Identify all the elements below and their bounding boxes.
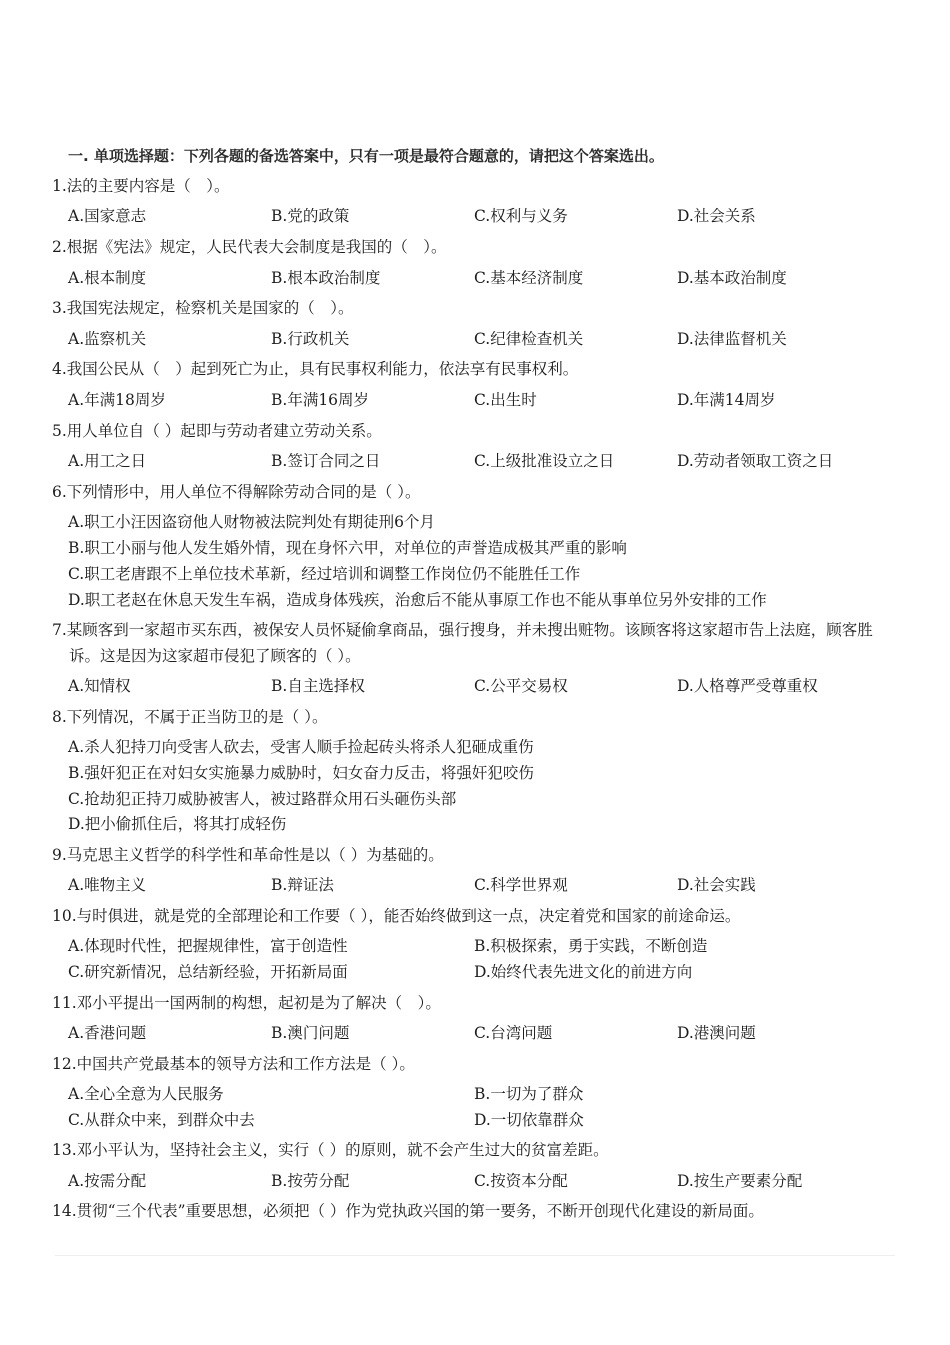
option-d: D.基本政治制度 — [677, 269, 787, 287]
question-2-options — [68, 265, 898, 291]
option-c: C.纪律检查机关 — [474, 330, 584, 348]
question-6-option-b: B.职工小丽与他人发生婚外情，现在身怀六甲，对单位的声誉造成极其严重的影响 — [68, 539, 627, 557]
option-c: C.台湾问题 — [474, 1024, 553, 1042]
option-d: D.按生产要素分配 — [677, 1172, 803, 1190]
option-b: B.年满16周岁 — [271, 391, 370, 409]
option-d: D.始终代表先进文化的前进方向 — [474, 963, 693, 981]
option-d: D.人格尊严受尊重权 — [677, 677, 818, 695]
question-12-stem: 12.中国共产党最基本的领导方法和工作方法是（ ）。 — [52, 1055, 415, 1073]
question-13-options — [68, 1168, 898, 1194]
question-11-options — [68, 1020, 898, 1046]
option-d: D.社会实践 — [677, 876, 756, 894]
option-c: C.出生时 — [474, 391, 537, 409]
option-b: B.根本政治制度 — [271, 269, 381, 287]
section-heading: 一. 单项选择题：下列各题的备选答案中，只有一项是最符合题意的，请把这个答案选出。 — [68, 147, 664, 165]
question-9-stem: 9.马克思主义哲学的科学性和革命性是以（ ）为基础的。 — [52, 846, 444, 864]
option-c: C.上级批准设立之日 — [474, 452, 615, 470]
question-4-stem: 4.我国公民从（ ）起到死亡为止，具有民事权利能力，依法享有民事权利。 — [52, 360, 579, 378]
question-6-option-c: C.职工老唐跟不上单位技术革新，经过培训和调整工作岗位仍不能胜任工作 — [68, 565, 581, 583]
option-a: A.年满18周岁 — [68, 391, 166, 409]
option-a: A.按需分配 — [68, 1172, 147, 1190]
question-12-options-row2 — [68, 1107, 898, 1133]
question-2-stem: 2.根据《宪法》规定，人民代表大会制度是我国的（ ）。 — [52, 238, 447, 256]
option-c: C.公平交易权 — [474, 677, 568, 695]
question-5-stem: 5.用人单位自（ ）起即与劳动者建立劳动关系。 — [52, 422, 382, 440]
question-3-stem: 3.我国宪法规定，检察机关是国家的（ ）。 — [52, 299, 354, 317]
page-divider — [55, 1255, 895, 1256]
option-c: C.研究新情况，总结新经验，开拓新局面 — [68, 963, 348, 981]
option-a: A.根本制度 — [68, 269, 147, 287]
option-c: C.权利与义务 — [474, 207, 568, 225]
option-d: D.法律监督机关 — [677, 330, 787, 348]
option-c: C.从群众中来，到群众中去 — [68, 1111, 255, 1129]
option-c: C.按资本分配 — [474, 1172, 568, 1190]
question-10-options-row2 — [68, 959, 898, 985]
question-5-options — [68, 448, 898, 474]
option-b: B.积极探索，勇于实践，不断创造 — [474, 937, 708, 955]
question-4-options — [68, 387, 898, 413]
question-8-stem: 8.下列情况，不属于正当防卫的是（ ）。 — [52, 708, 328, 726]
option-d: D.一切依靠群众 — [474, 1111, 584, 1129]
question-7-stem: 7.某顾客到一家超市买东西，被保安人员怀疑偷拿商品，强行搜身，并未搜出赃物。该顾客将这家超市告上法庭，顾客胜诉。这是因为这家超市侵犯了顾客的（ ）。 — [52, 621, 873, 665]
question-1-options — [68, 203, 898, 229]
option-c: C.科学世界观 — [474, 876, 568, 894]
option-a: A.香港问题 — [68, 1024, 147, 1042]
option-a: A.体现时代性，把握规律性，富于创造性 — [68, 937, 348, 955]
option-b: B.自主选择权 — [271, 677, 365, 695]
question-8-option-b: B.强奸犯正在对妇女实施暴力威胁时，妇女奋力反击，将强奸犯咬伤 — [68, 764, 534, 782]
option-b: B.按劳分配 — [271, 1172, 350, 1190]
option-a: A.国家意志 — [68, 207, 147, 225]
option-d: D.港澳问题 — [677, 1024, 756, 1042]
option-a: A.知情权 — [68, 677, 131, 695]
question-9-options — [68, 872, 898, 898]
option-d: D.社会关系 — [677, 207, 756, 225]
option-a: A.监察机关 — [68, 330, 147, 348]
question-6-option-a: A.职工小汪因盗窃他人财物被法院判处有期徒刑6个月 — [68, 513, 435, 531]
option-b: B.行政机关 — [271, 330, 350, 348]
option-d: D.年满14周岁 — [677, 391, 776, 409]
question-8-option-a: A.杀人犯持刀向受害人砍去，受害人顺手捡起砖头将杀人犯砸成重伤 — [68, 738, 534, 756]
question-11-stem: 11.邓小平提出一国两制的构想，起初是为了解决（ ）。 — [52, 994, 441, 1012]
question-8-option-d: D.把小偷抓住后，将其打成轻伤 — [68, 815, 287, 833]
option-c: C.基本经济制度 — [474, 269, 584, 287]
question-10-stem: 10.与时俱进，就是党的全部理论和工作要（ ），能否始终做到这一点，决定着党和国家的前途命运。 — [52, 907, 741, 925]
option-a: A.用工之日 — [68, 452, 147, 470]
option-b: B.党的政策 — [271, 207, 350, 225]
option-d: D.劳动者领取工资之日 — [677, 452, 834, 470]
question-12-options-row1 — [68, 1081, 898, 1107]
question-6-option-d: D.职工老赵在休息天发生车祸，造成身体残疾，治愈后不能从事原工作也不能从事单位另外安排的工作 — [68, 591, 767, 609]
question-13-stem: 13.邓小平认为，坚持社会主义，实行（ ）的原则，就不会产生过大的贫富差距。 — [52, 1141, 609, 1159]
question-8-option-c: C.抢劫犯正持刀威胁被害人，被过路群众用石头砸伤头部 — [68, 790, 457, 808]
question-3-options — [68, 326, 898, 352]
option-b: B.签订合同之日 — [271, 452, 381, 470]
option-b: B.澳门问题 — [271, 1024, 350, 1042]
question-1-stem: 1.法的主要内容是（ ）。 — [52, 177, 230, 195]
question-14-stem: 14.贯彻“三个代表”重要思想，必须把（ ）作为党执政兴国的第一要务，不断开创现代化建设的新局面。 — [52, 1202, 764, 1220]
question-10-options-row1 — [68, 933, 898, 959]
question-6-stem: 6.下列情形中，用人单位不得解除劳动合同的是（ ）。 — [52, 483, 421, 501]
option-a: A.全心全意为人民服务 — [68, 1085, 224, 1103]
question-7-options — [68, 673, 898, 699]
option-b: B.辩证法 — [271, 876, 334, 894]
option-a: A.唯物主义 — [68, 876, 147, 894]
option-b: B.一切为了群众 — [474, 1085, 584, 1103]
